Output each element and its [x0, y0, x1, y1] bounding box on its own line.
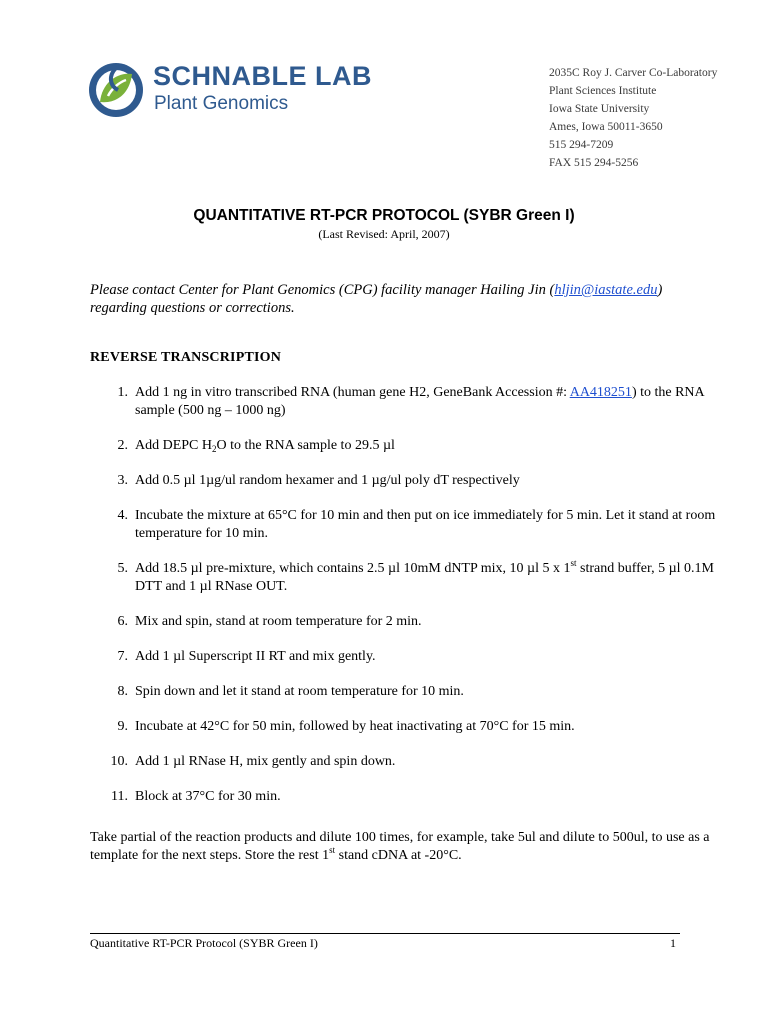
closing-text: stand cDNA at -20°C.	[335, 848, 462, 863]
step-text: Add 1 ng in vitro transcribed RNA (human gene H2, GeneBank Accession #:	[135, 385, 570, 400]
step-number: 9.	[117, 719, 128, 734]
step-number: 8.	[117, 684, 128, 699]
address-line: Iowa State University	[549, 103, 650, 115]
closing-text: Take partial of the reaction products and dilute 100 times, for example, take 5ul and dilute to 500ul, to use as a template for the next steps. Store the rest 1	[90, 830, 710, 863]
step-text: Add 1 µl Superscript II RT and mix gently.	[135, 649, 376, 664]
step-number: 10.	[110, 754, 128, 769]
protocol-step	[90, 718, 720, 736]
contact-paragraph	[90, 281, 690, 317]
step-text: Add 1 µl RNase H, mix gently and spin down.	[135, 754, 396, 769]
step-number: 11.	[111, 789, 128, 804]
page-number: 1	[670, 936, 676, 950]
protocol-step	[90, 437, 720, 455]
step-text: O to the RNA sample to 29.5 µl	[216, 438, 395, 453]
contact-text: Please contact Center for Plant Genomics (CPG) facility manager Hailing Jin (	[90, 282, 555, 298]
step-text: Incubate at 42°C for 50 min, followed by heat inactivating at 70°C for 15 min.	[135, 719, 575, 734]
step-text: ) to the RNA sample (500 ng – 1000 ng)	[135, 385, 704, 418]
schnable-lab-logo-icon	[88, 62, 144, 118]
protocol-step	[90, 753, 720, 771]
step-text: Add 0.5 µl 1µg/ul random hexamer and 1 µg/ul poly dT respectively	[135, 473, 520, 488]
protocol-step	[90, 472, 720, 490]
step-number: 7.	[117, 649, 128, 664]
superscript: st	[570, 558, 577, 568]
lab-address	[549, 64, 717, 172]
step-text: Incubate the mixture at 65°C for 10 min and then put on ice immediately for 5 min. Let it stand at room temperature for 10 min.	[135, 508, 716, 541]
superscript: st	[329, 845, 336, 855]
step-text: Add DEPC H	[135, 438, 213, 453]
step-number: 3.	[117, 473, 128, 488]
step-number: 4.	[117, 508, 128, 523]
lab-subtitle: Plant Genomics	[154, 93, 289, 114]
accession-link[interactable]: AA418251	[569, 385, 632, 400]
revision-date: (Last Revised: April, 2007)	[318, 227, 450, 241]
protocol-step	[90, 384, 720, 420]
closing-paragraph	[90, 829, 720, 865]
step-number: 1.	[117, 385, 128, 400]
step-text: Spin down and let it stand at room temperature for 10 min.	[135, 684, 464, 699]
footer-divider	[90, 933, 680, 934]
step-text: Block at 37°C for 30 min.	[135, 789, 281, 804]
protocol-step	[90, 683, 720, 701]
protocol-step	[90, 613, 720, 631]
step-number: 6.	[117, 614, 128, 629]
step-text: Add 18.5 µl pre-mixture, which contains 2.5 µl 10mM dNTP mix, 10 µl 5 x 1	[135, 561, 571, 576]
subscript: 2	[212, 444, 217, 454]
address-line: FAX 515 294-5256	[549, 157, 639, 169]
protocol-steps-list	[90, 384, 720, 823]
lab-name: SCHNABLE LAB	[153, 61, 372, 91]
protocol-step	[90, 648, 720, 666]
step-number: 2.	[117, 438, 128, 453]
protocol-step	[90, 560, 720, 596]
step-text: strand buffer, 5 µl 0.1M DTT and 1 µl RNase OUT.	[135, 561, 715, 594]
contact-text: ) regarding questions or corrections.	[90, 282, 663, 316]
contact-email-link[interactable]: hljin@iastate.edu	[554, 282, 658, 298]
address-line: Ames, Iowa 50011-3650	[549, 121, 663, 133]
section-heading: REVERSE TRANSCRIPTION	[90, 350, 282, 365]
step-text: Mix and spin, stand at room temperature for 2 min.	[135, 614, 422, 629]
footer-title: Quantitative RT-PCR Protocol (SYBR Green I)	[90, 936, 318, 950]
protocol-step	[90, 507, 720, 543]
address-line: Plant Sciences Institute	[549, 85, 657, 97]
address-line: 515 294-7209	[549, 139, 614, 151]
protocol-step	[90, 788, 720, 806]
document-title: QUANTITATIVE RT-PCR PROTOCOL (SYBR Green I)	[193, 207, 575, 224]
address-line: 2035C Roy J. Carver Co-Laboratory	[549, 67, 718, 79]
step-number: 5.	[117, 561, 128, 576]
